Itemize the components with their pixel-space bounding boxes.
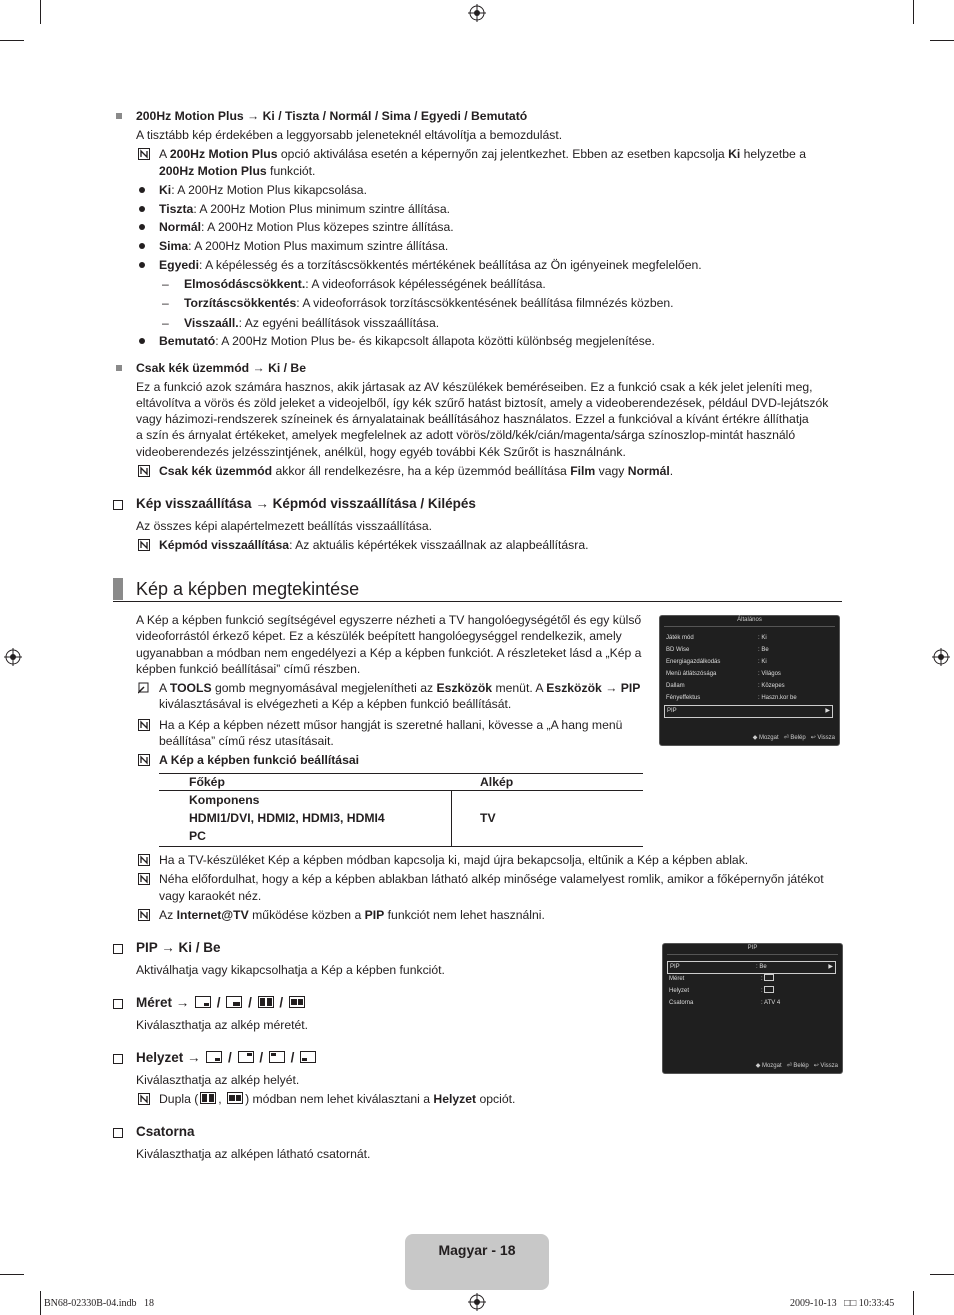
- note-icon: [138, 873, 150, 885]
- section-rule: [113, 601, 842, 602]
- checkbox-bullet-icon: [113, 944, 123, 954]
- tools-icon: [138, 682, 150, 694]
- motion-plus-note-line2: 200Hz Motion Plus funkciót.: [159, 164, 316, 178]
- list-item: Bemutató: A 200Hz Motion Plus be- és kikapcsolt állapota közötti különbség megjelenítése.: [159, 334, 655, 348]
- sub-list-item: Visszaáll.: Az egyéni beállítások visszaállítása.: [184, 316, 440, 330]
- list-item: Egyedi: A képélesség és a torzításcsökkentés mértékének beállítása az Ön igényeinek megfelelően.: [159, 258, 702, 272]
- motion-plus-note: A 200Hz Motion Plus opció aktiválása esetén a képernyőn zaj jelentkezhet. Ebben az esetben kapcsolja Ki helyzetbe a: [159, 147, 806, 161]
- note-icon: [138, 754, 150, 766]
- tv-menu-row: Helyzet :: [669, 986, 836, 997]
- pip-intro: ugyanabban a módban nem engedélyezi a Kép a képben funkciót. A részleteket lásd a „Kép a: [136, 646, 642, 660]
- tv-menu-row: Menü átlátszósága : Világos: [666, 671, 781, 677]
- table-rule: [159, 846, 643, 847]
- pip-onoff-text: Aktiválhatja vagy kikapcsolhatja a Kép a képben funkciót.: [136, 963, 445, 977]
- bullet-dot: [139, 206, 145, 212]
- sub-list-item: Torzításcsökkentés: A videoforrások torzításcsökkentésének beállítása filmnézés közben.: [184, 296, 674, 310]
- table-header: Főkép: [189, 775, 225, 789]
- note-icon: [138, 539, 150, 551]
- tv-menu-row: Csatorna : ATV 4: [669, 1000, 781, 1006]
- tv-menu-pip: [662, 943, 843, 1074]
- blue-mode-text: Ez a funkció azok számára hasznos, akik jártasak az AV készülékek beméréseiben. Ez a funkció csak a kék jelet jeleníti meg,: [136, 380, 813, 394]
- pip-intro: A Kép a képben funkció segítségével egyszerre nézheti a TV hangolóegységétől és egy külső: [136, 613, 642, 627]
- dash-bullet: –: [162, 316, 169, 330]
- registration-mark-icon: [468, 1293, 486, 1311]
- pip-intro: képben funkció beállításai” című részben.: [136, 662, 361, 676]
- registration-mark-icon: [4, 648, 22, 666]
- size-double-icon: [200, 1092, 216, 1104]
- tv-menu-row: Energiagazdálkodás : Ki: [666, 659, 767, 665]
- size-heading: Méret → / / /: [136, 995, 307, 1011]
- registration-mark-icon: [468, 4, 486, 22]
- bullet-dot: [139, 243, 145, 249]
- tv-menu-row: Fényeffektus : Haszn.kor be: [666, 695, 797, 701]
- tv-menu-general: [659, 615, 840, 746]
- table-cell: PC: [189, 829, 206, 843]
- square-bullet-icon: [116, 113, 122, 119]
- table-rule: [159, 773, 643, 774]
- checkbox-bullet-icon: [113, 999, 123, 1009]
- dash-bullet: –: [162, 277, 169, 291]
- position-text: Kiválaszthatja az alkép helyét.: [136, 1073, 300, 1087]
- tv-menu-title: Általános: [737, 617, 762, 623]
- sound-note: Ha a Kép a képben nézett műsor hangját is szeretné hallani, kövesse a „A hang menü: [159, 718, 623, 732]
- pip-note: Ha a TV-készüléket Kép a képben módban kapcsolja ki, majd újra bekapcsolja, eltűnik a Kép a képben ablak.: [159, 853, 749, 867]
- tv-menu-row-selected: PIP : Be ▶: [667, 961, 836, 974]
- table-divider: [451, 790, 452, 846]
- blue-mode-text: vagy házimozi-rendszerek színeinek és árnyalatainak beállításához használatos. Ezzel a funkcióval a kívánt értékre állíthatja: [136, 412, 809, 426]
- section-marker: [113, 578, 123, 600]
- size-large-icon: [226, 996, 242, 1008]
- tv-menu-row-selected: PIP ▶: [664, 705, 833, 718]
- tv-menu-footer: ◆ Mozgat ⏎ Belép ↩ Vissza: [752, 735, 835, 741]
- note-icon: [138, 465, 150, 477]
- checkbox-bullet-icon: [113, 500, 123, 510]
- channel-heading: Csatorna: [136, 1124, 195, 1139]
- position-note: Dupla ( , ) módban nem lehet kiválasztani a Helyzet opciót.: [159, 1092, 516, 1106]
- blue-mode-heading: Csak kék üzemmód → Ki / Be: [136, 361, 307, 375]
- motion-plus-heading: 200Hz Motion Plus → Ki / Tiszta / Normál / Sima / Egyedi / Bemutató: [136, 109, 528, 123]
- sound-note: beállítása” című rész utasításait.: [159, 734, 334, 748]
- file-info: BN68-02330B-04.indb 18: [44, 1298, 154, 1309]
- table-header: Alkép: [480, 775, 514, 789]
- table-cell: TV: [480, 811, 496, 825]
- blue-mode-text: a szín és árnyalat értékeket, amelyek megfelelnek az adott vörös/zöld/kék/cián/magenta/sárga színoszlop-mintát használó: [136, 428, 796, 442]
- tools-note-line2: kiválasztásával is elvégezheti a Kép a képben funkció beállítását.: [159, 697, 512, 711]
- reset-text: Az összes képi alapértelmezett beállítás visszaállítása.: [136, 519, 433, 533]
- note-icon: [138, 148, 150, 160]
- square-bullet-icon: [116, 365, 122, 371]
- bullet-dot: [139, 338, 145, 344]
- size-double-icon: [258, 996, 274, 1008]
- bullet-dot: [139, 224, 145, 230]
- pip-note: Néha előfordulhat, hogy a kép a képben ablakban látható alkép minősége valamelyest romlik, amikor a főképernyőn játékot: [159, 872, 824, 886]
- dash-bullet: –: [162, 296, 169, 310]
- table-rule: [159, 790, 643, 791]
- size-double-wide-icon: [227, 1092, 243, 1104]
- bullet-dot: [139, 187, 145, 193]
- checkbox-bullet-icon: [113, 1128, 123, 1138]
- list-item: Ki: A 200Hz Motion Plus kikapcsolása.: [159, 183, 367, 197]
- table-cell: HDMI1/DVI, HDMI2, HDMI3, HDMI4: [189, 811, 385, 825]
- tv-menu-row: Dallam : Közepes: [666, 683, 785, 689]
- list-item: Tiszta: A 200Hz Motion Plus minimum szintre állítása.: [159, 202, 451, 216]
- table-title: A Kép a képben funkció beállításai: [159, 753, 360, 767]
- note-icon: [138, 909, 150, 921]
- pip-intro: videoforrástól érkező képet. Ez a készülék beépített hangolóegységgel rendelkezik, amely: [136, 629, 622, 643]
- note-icon: [138, 1093, 150, 1105]
- channel-text: Kiválaszthatja az alképen látható csatornát.: [136, 1147, 371, 1161]
- sub-list-item: Elmosódáscsökkent.: A videoforrások képélességének beállítása.: [184, 277, 546, 291]
- checkbox-bullet-icon: [113, 1054, 123, 1064]
- page-label: Magyar - 18: [438, 1242, 516, 1258]
- size-small-icon: [195, 996, 211, 1008]
- tv-menu-footer: ◆ Mozgat ⏎ Belép ↩ Vissza: [755, 1063, 838, 1069]
- position-bottom-right-icon: [206, 1051, 222, 1063]
- note-icon: [138, 719, 150, 731]
- position-top-left-icon: [269, 1051, 285, 1063]
- position-top-right-icon: [238, 1051, 254, 1063]
- tv-menu-row: Játék mód : Ki: [666, 635, 767, 641]
- tv-arrow-icon: ▶: [825, 708, 830, 714]
- blue-mode-note: Csak kék üzemmód akkor áll rendelkezésre, ha a kép üzemmód beállítása Film vagy Normál.: [159, 464, 674, 478]
- blue-mode-text: eltávolítva a vörös és zöld jeleket a videojelből, így kék szűrő hatást biztosít, amely a videoberendezések, például DVD-lejátszók: [136, 396, 829, 410]
- size-double-wide-icon: [289, 996, 305, 1008]
- position-heading: Helyzet → / / /: [136, 1050, 318, 1066]
- reset-heading: Kép visszaállítása → Képmód visszaállítása / Kilépés: [136, 496, 476, 511]
- position-bottom-right-icon: [764, 986, 774, 993]
- list-item: Normál: A 200Hz Motion Plus közepes szintre állítása.: [159, 220, 454, 234]
- internet-note: Az Internet@TV működése közben a PIP funkciót nem lehet használni.: [159, 908, 545, 922]
- section-title: Kép a képben megtekintése: [136, 579, 360, 599]
- position-bottom-left-icon: [300, 1051, 316, 1063]
- tv-menu-title: PIP: [747, 945, 758, 951]
- blue-mode-text: videoberendezés jelzésszintjének, anélkül, hogy egyéb további Kék Szűrőt is használnánk.: [136, 445, 626, 459]
- bullet-dot: [139, 262, 145, 268]
- size-small-icon: [764, 974, 774, 981]
- tv-menu-row: BD Wise : Be: [666, 647, 769, 653]
- list-item: Sima: A 200Hz Motion Plus maximum szintre állítása.: [159, 239, 449, 253]
- tools-note: A TOOLS gomb megnyomásával megjelenítheti az Eszközök menüt. A Eszközök → PIP: [159, 681, 641, 695]
- tv-arrow-icon: ▶: [828, 964, 833, 970]
- registration-mark-icon: [932, 648, 950, 666]
- print-date: 2009-10-13 □□ 10:33:45: [790, 1298, 895, 1309]
- table-cell: Komponens: [189, 793, 260, 807]
- pip-note: vagy karaokét néz.: [159, 889, 262, 903]
- motion-plus-intro: A tisztább kép érdekében a leggyorsabb jeleneteknél eltávolítja a bemozdulást.: [136, 128, 563, 142]
- pip-onoff-heading: PIP → Ki / Be: [136, 940, 221, 955]
- note-icon: [138, 854, 150, 866]
- tv-menu-row: Méret :: [669, 974, 836, 985]
- reset-note: Képmód visszaállítása: Az aktuális képértékek visszaállnak az alapbeállításra.: [159, 538, 589, 552]
- size-text: Kiválaszthatja az alkép méretét.: [136, 1018, 309, 1032]
